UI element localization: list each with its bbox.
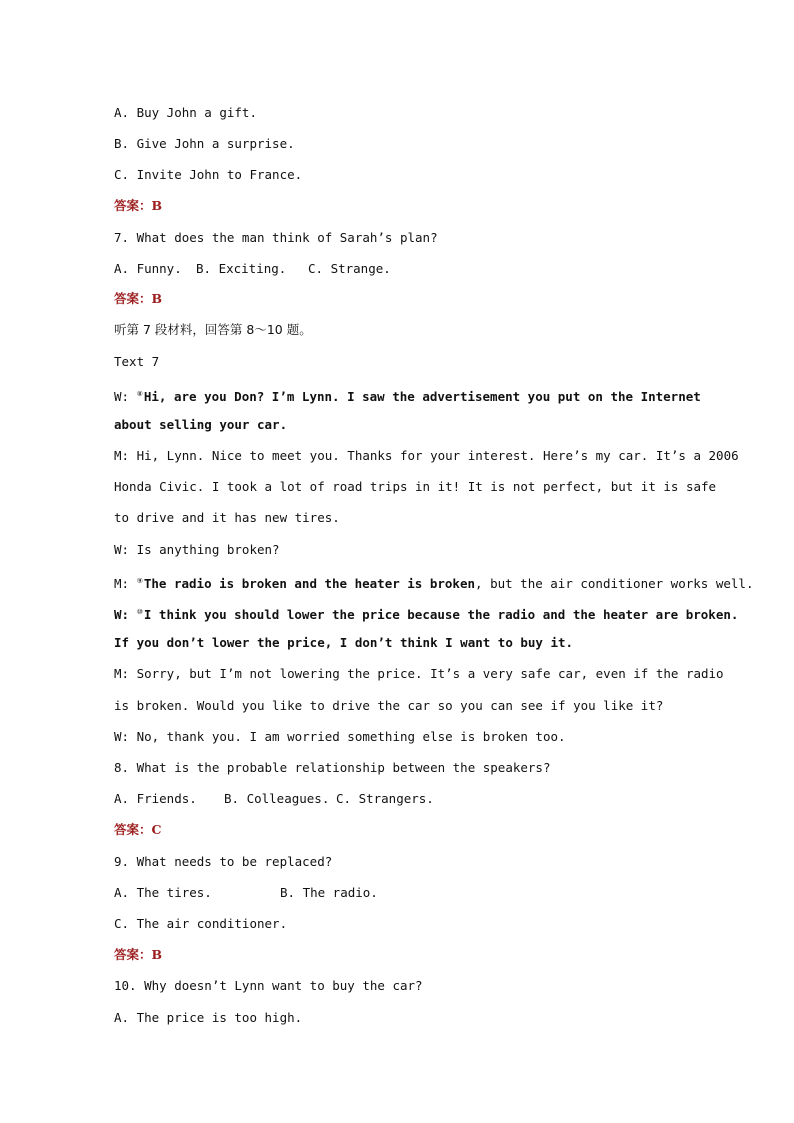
speaker-w: W:: [114, 389, 130, 404]
answer-label: 答案：: [114, 947, 152, 962]
q7-question: 7. What does the man think of Sarah’s plan?: [114, 230, 438, 245]
q6-answer: [114, 198, 684, 214]
q8-option-c: C. Strangers.: [336, 791, 434, 806]
text-title: Text 7: [114, 354, 160, 369]
q8-option-a: A. Friends.: [114, 791, 197, 806]
q7-answer: [114, 291, 684, 307]
q6-option-c: C. Invite John to France.: [114, 167, 303, 182]
answer-value: B: [151, 198, 163, 213]
q7-options: [114, 261, 684, 277]
q8-options: [114, 791, 684, 807]
section-instruction: 听第 7 段材料，回答第 8～10 题。: [114, 322, 312, 337]
q8-question: 8. What is the probable relationship between the speakers?: [114, 760, 551, 775]
q7-option-b: B. Exciting.: [196, 261, 287, 276]
q10-option-a: A. The price is too high.: [114, 1010, 303, 1025]
dialogue-m1-line3: to drive and it has new tires.: [114, 510, 340, 525]
q6-option-b: B. Give John a surprise.: [114, 136, 295, 151]
dialogue-w1-line1: [114, 386, 701, 405]
clue-marker: ⑩: [136, 608, 143, 616]
dialogue-w3-line2: If you don’t lower the price, I don’t think I want to buy it.: [114, 635, 574, 650]
q9-question: 9. What needs to be replaced?: [114, 854, 333, 869]
q7-option-a: A. Funny.: [114, 261, 182, 276]
q10-question: 10. Why doesn’t Lynn want to buy the car?: [114, 978, 423, 993]
q9-options: [114, 885, 684, 901]
dialogue-m1-line2: Honda Civic. I took a lot of road trips in it! It is not perfect, but it is safe: [114, 479, 717, 494]
dialogue-w4: W: No, thank you. I am worried something else is broken too.: [114, 729, 566, 744]
q8-answer: [114, 822, 684, 838]
dialogue-m3-line1: M: Sorry, but I’m not lowering the price. It’s a very safe car, even if the radio: [114, 666, 724, 681]
speaker-m: M:: [114, 576, 130, 591]
w1-text: Hi, are you Don? I’m Lynn. I saw the advertisement you put on the Internet: [143, 389, 701, 404]
dialogue-m3-line2: is broken. Would you like to drive the car so you can see if you like it?: [114, 698, 664, 713]
answer-value: C: [151, 822, 162, 837]
q9-answer: [114, 947, 684, 963]
q7-option-c: C. Strange.: [308, 261, 391, 276]
clue-marker: ⑧: [136, 390, 143, 398]
m2-rest-text: , but the air conditioner works well.: [475, 576, 754, 591]
w3-text: I think you should lower the price because the radio and the heater are broken.: [143, 607, 739, 622]
q9-option-a: A. The tires.: [114, 885, 212, 900]
q9-option-b: B. The radio.: [280, 885, 378, 900]
m2-bold-text: The radio is broken and the heater is broken: [143, 576, 476, 591]
answer-label: 答案：: [114, 822, 152, 837]
q9-option-c: C. The air conditioner.: [114, 916, 288, 931]
q6-option-a: A. Buy John a gift.: [114, 105, 257, 120]
dialogue-w3-line1: [114, 604, 739, 623]
speaker-w: W:: [114, 607, 130, 622]
answer-value: B: [151, 947, 163, 962]
dialogue-w2: W: Is anything broken?: [114, 542, 280, 557]
answer-label: 答案：: [114, 291, 152, 306]
answer-value: B: [151, 291, 163, 306]
clue-marker: ⑨: [136, 577, 143, 585]
dialogue-m1-line1: M: Hi, Lynn. Nice to meet you. Thanks for your interest. Here’s my car. It’s a 2006: [114, 448, 739, 463]
q8-option-b: B. Colleagues.: [224, 791, 330, 806]
answer-label: 答案：: [114, 198, 152, 213]
dialogue-m2: [114, 573, 754, 592]
dialogue-w1-line2: about selling your car.: [114, 417, 288, 432]
